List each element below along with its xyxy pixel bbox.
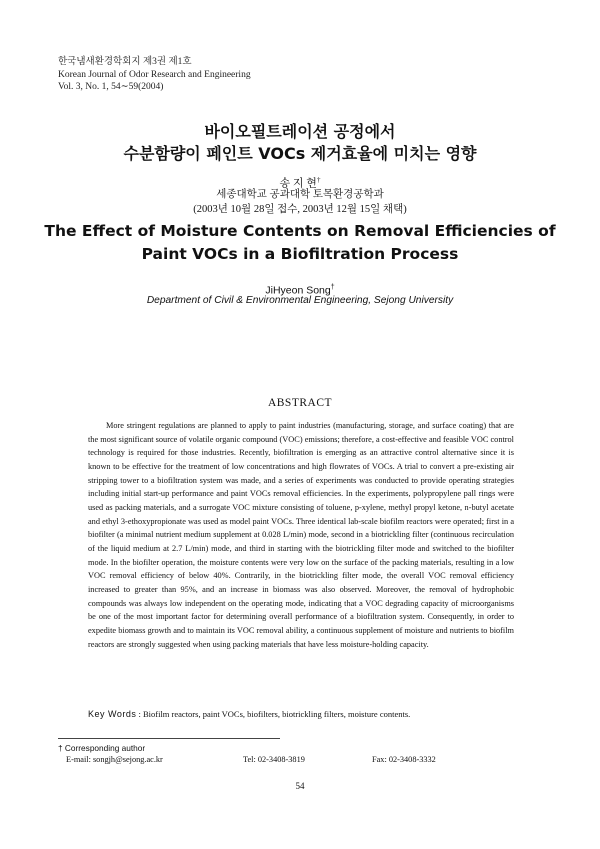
telephone: Tel: 02-3408-3819	[243, 755, 305, 764]
korean-affiliation-block	[0, 187, 600, 217]
abstract-body: More stringent regulations are planned to apply to paint industries (manufacturing, storage, and surface coating) that are the most significant source of volatile organic compound (VOC) emissions; therefore, a cost-effective and feasible VOC control technology is required for those industries. Recently, biofiltration is emerging as an attractive control alternative since it is known to be effective for the treatment of low concentrations and high flowrates of VOCs. A trial to convert a pre-existing air stripping tower to a biofiltration system was made, and a series of experiments was conducted to provide operating strategies including initial start-up performance and paint VOCs removal efficiencies. In the experiments, polypropylene pall rings were used as packing materials, and a surrogate VOC mixture consisting of toluene, p-xylene, methyl propyl ketone, n-butyl acetate and ethyl 3-ethoxypropionate was used as model paint VOCs. Three identical lab-scale biofilm reactors were operated; first in a biofilter (a minimal nutrient medium supplement at 0.028 L/min) mode, second in a biotrickling filter (continuous recirculation of the liquid medium at 2.7 L/min) mode, and third in starting with the biotrickling filter mode and switched to the biofilter mode. In the biofilter operation, the moisture contents were very low on the surface of the packing materials, resulting in a low VOC removal efficiency of below 40%. Contrarily, in the biotrickling filter mode, the overall VOC removal efficiency increased to greater than 95%, and an increase in biomass was also observed. Moreover, the removal of hydrophobic compounds was always low independent on the operating mode, indicating that a VOC degrading capacity of microorganisms be one of the most important factor for determining overall performance of a biofiltration system. Consequently, in order to expedite biomass growth and to maintain its VOC removal ability, a continuous supplement of moisture and nutrients to biofilm reactors are strongly suggested when using packing materials that have less moisture-holding capacity.	[88, 421, 514, 649]
english-title-line1: The Effect of Moisture Contents on Removal Efficiencies of	[44, 222, 556, 240]
korean-affiliation: 세종대학교 공과대학 토목환경공학과	[216, 189, 384, 200]
journal-header	[58, 56, 251, 94]
journal-volume: Vol. 3, No. 1, 54∼59(2004)	[58, 82, 164, 92]
corresponding-mark: †	[316, 176, 321, 184]
keywords	[88, 708, 528, 720]
journal-name-english: Korean Journal of Odor Research and Engineering	[58, 69, 251, 80]
english-author-name: JiHyeon Song	[265, 284, 331, 297]
korean-author-name: 송 지 현	[279, 177, 317, 190]
journal-name-korean: 한국냄새환경학회지 제3권 제1호	[58, 57, 192, 67]
fax: Fax: 02-3408-3332	[372, 755, 436, 764]
korean-title-line1: 바이오필트레이션 공정에서	[204, 122, 396, 141]
keywords-label: Key Words	[88, 709, 137, 719]
footnote	[58, 742, 538, 766]
contact-row	[58, 754, 538, 766]
footnote-divider	[58, 738, 280, 739]
email: E-mail: songjh@sejong.ac.kr	[66, 755, 163, 764]
abstract-heading: ABSTRACT	[267, 397, 333, 409]
corresponding-mark: †	[330, 284, 335, 291]
english-affiliation: Department of Civil & Environmental Engineering, Sejong University	[146, 295, 454, 306]
corresponding-author-label: † Corresponding author	[58, 743, 146, 753]
keywords-text: : Biofilm reactors, paint VOCs, biofilters, biotrickling filters, moisture contents.	[138, 709, 411, 719]
korean-title-line2: 수분함량이 페인트 VOCs 제거효율에 미치는 영향	[123, 144, 477, 163]
submission-dates: (2003년 10월 28일 접수, 2003년 12월 15일 채택)	[193, 204, 407, 215]
page-number: 54	[295, 781, 305, 791]
korean-title	[0, 121, 600, 165]
english-title-line2: Paint VOCs in a Biofiltration Process	[141, 245, 459, 263]
english-title	[0, 220, 600, 266]
